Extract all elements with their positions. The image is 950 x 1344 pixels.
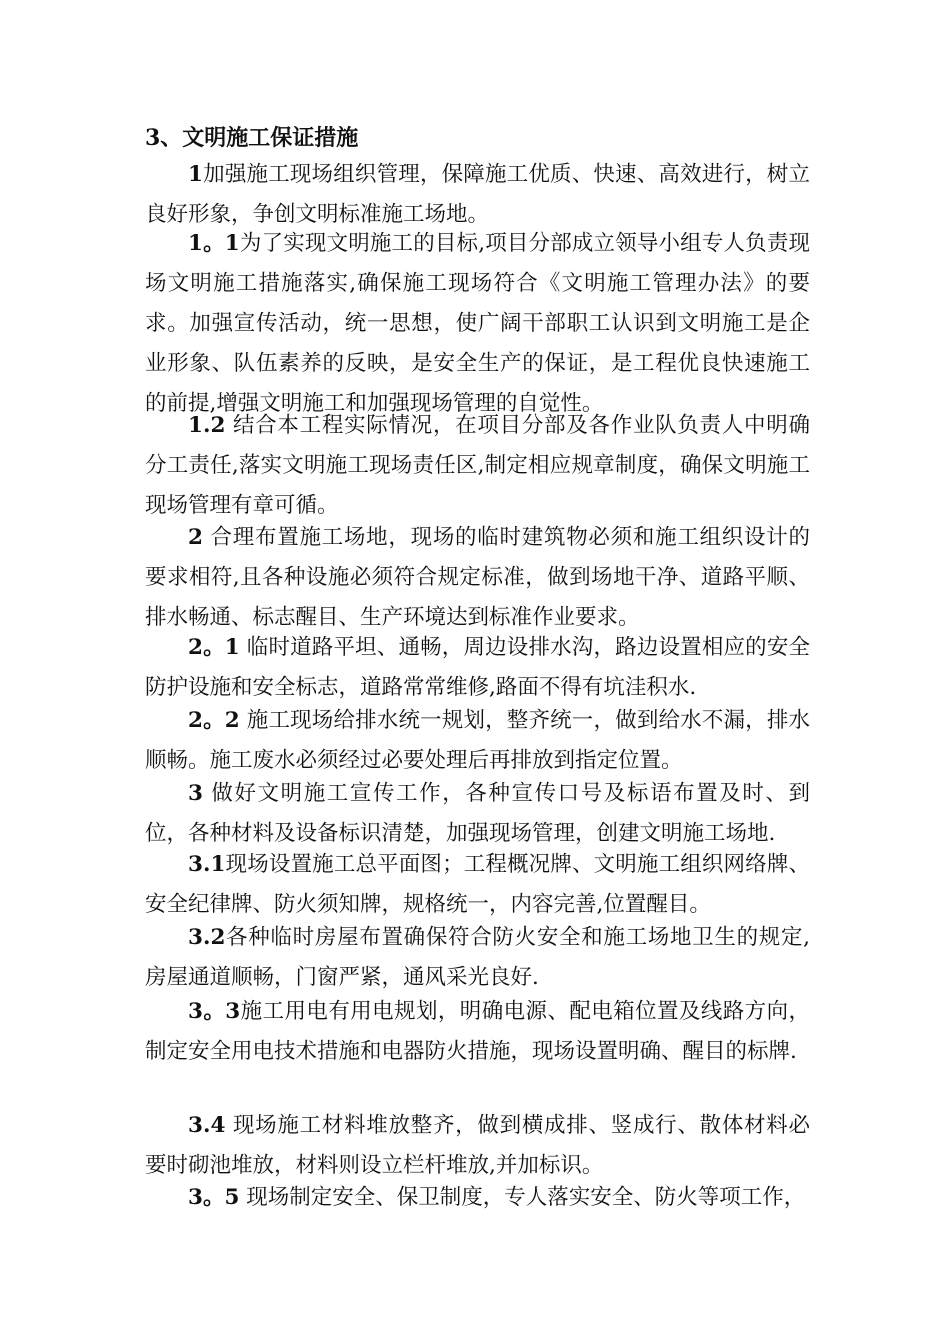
paragraph-number: 2 bbox=[188, 525, 203, 550]
section-title: 3、文明施工保证措施 bbox=[145, 125, 359, 151]
paragraph bbox=[145, 1106, 810, 1186]
paragraph-text: 各种临时房屋布置确保符合防火安全和施工场地卫生的规定,房屋通道顺畅，门窗严紧，通风采光良好. bbox=[145, 925, 810, 990]
paragraph-number: 3 bbox=[188, 781, 203, 806]
paragraph-text: 临时道路平坦、通畅，周边设排水沟，路边设置相应的安全防护设施和安全标志，道路常常维修,路面不得有坑洼积水. bbox=[145, 635, 810, 700]
paragraph bbox=[145, 406, 810, 526]
paragraph-text: 加强施工现场组织管理，保障施工优质、快速、高效进行，树立良好形象，争创文明标准施工场地。 bbox=[145, 162, 810, 227]
paragraph-number: 2。1 bbox=[188, 635, 240, 660]
paragraph bbox=[145, 155, 810, 235]
paragraph bbox=[145, 774, 810, 854]
paragraph-number: 3.1 bbox=[188, 852, 226, 877]
paragraph-text: 现场施工材料堆放整齐，做到横成排、竖成行、散体材料必要时砌池堆放，材料则设立栏杆堆放,并加标识。 bbox=[145, 1113, 810, 1178]
paragraph bbox=[145, 224, 810, 424]
paragraph-text: 结合本工程实际情况，在项目分部及各作业队负责人中明确分工责任,落实文明施工现场责任区,制定相应规章制度，确保文明施工现场管理有章可循。 bbox=[145, 413, 810, 518]
paragraph-text: 现场制定安全、保卫制度，专人落实安全、防火等项工作， bbox=[239, 1185, 806, 1210]
paragraph bbox=[145, 628, 810, 708]
paragraph-number: 1 bbox=[188, 162, 203, 187]
paragraph bbox=[145, 701, 810, 781]
paragraph-text: 为了实现文明施工的目标,项目分部成立领导小组专人负责现场文明施工措施落实,确保施工现场符合《文明施工管理办法》的要求。加强宣传活动，统一思想，使广阔干部职工认识到文明施工是企业形象、队伍素养的反映，是安全生产的保证，是工程优良快速施工的前提,增强文明施工和加强现场管理的自觉性。 bbox=[145, 231, 810, 416]
paragraph bbox=[145, 918, 810, 998]
paragraph-number: 1。1 bbox=[188, 231, 240, 256]
paragraph-text: 做好文明施工宣传工作，各种宣传口号及标语布置及时、到位，各种材料及设备标识清楚，加强现场管理，创建文明施工场地. bbox=[145, 781, 810, 846]
paragraph bbox=[145, 992, 810, 1072]
paragraph-number: 3.4 bbox=[188, 1113, 226, 1138]
paragraph bbox=[145, 1178, 810, 1218]
paragraph-text: 现场设置施工总平面图；工程概况牌、文明施工组织网络牌、安全纪律牌、防火须知牌，规格统一，内容完善,位置醒目。 bbox=[145, 852, 810, 917]
paragraph bbox=[145, 518, 810, 638]
paragraph-number: 1.2 bbox=[188, 413, 226, 438]
paragraph-number: 3。5 bbox=[188, 1185, 240, 1210]
paragraph bbox=[145, 845, 810, 925]
paragraph-number: 2。2 bbox=[188, 708, 240, 733]
paragraph-text: 施工现场给排水统一规划，整齐统一，做到给水不漏，排水顺畅。施工废水必须经过必要处理后再排放到指定位置。 bbox=[145, 708, 810, 773]
paragraph-text: 合理布置施工场地，现场的临时建筑物必须和施工组织设计的要求相符,且各种设施必须符合规定标准，做到场地干净、道路平顺、排水畅通、标志醒目、生产环境达到标准作业要求。 bbox=[145, 525, 810, 630]
paragraph-text: 施工用电有用电规划，明确电源、配电箱位置及线路方向，制定安全用电技术措施和电器防火措施，现场设置明确、醒目的标牌. bbox=[145, 999, 810, 1064]
paragraph-number: 3.2 bbox=[188, 925, 226, 950]
paragraph-number: 3。3 bbox=[188, 999, 241, 1024]
